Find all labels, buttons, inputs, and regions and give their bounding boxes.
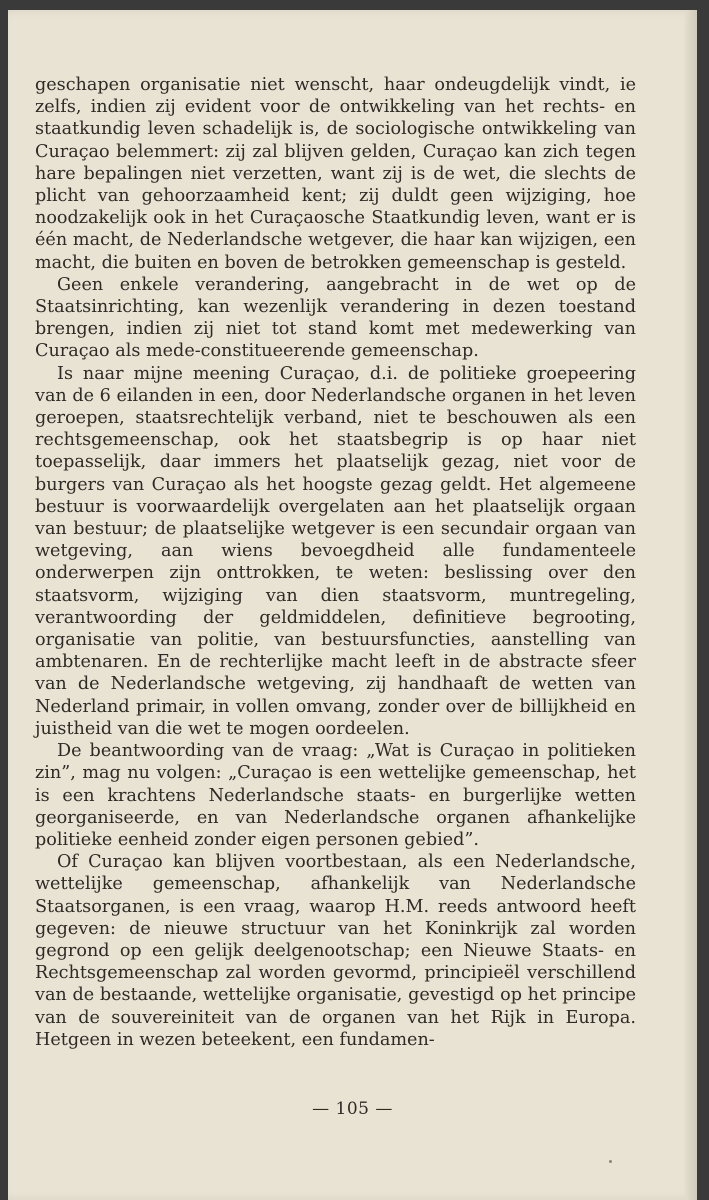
paragraph-3: Is naar mijne meening Curaçao, d.i. de politieke groepeering van de 6 eilanden in een, door Nederlandsche organen in het leven geroepen, staatsrechtelijk verband, niet te beschouwen als een rechtsgemeenschap, ook het staatsbegrip is op haar niet toepasselijk, daar immers het plaatselijk gezag, niet voor de burgers van Curaçao als het hoogste gezag geldt. Het algemeene bestuur is voorwaardelijk overgelaten aan het plaatselijk orgaan van bestuur; de plaatselijke wetgever is een secundair orgaan van wetgeving, aan wiens bevoegdheid alle fundamenteele onderwerpen zijn onttrokken, te weten: beslissing over den staatsvorm, wijziging van dien staatsvorm, muntregeling, verantwoording der geldmiddelen, definitieve begrooting, organisatie van politie, van bestuursfuncties, aanstelling van ambtenaren. En de rechterlijke macht leeft in de abstracte sfeer van de Nederlandsche wetgeving, zij handhaaft de wetten van Nederland primair, in vollen omvang, zonder over de billijkheid en juistheid van die wet te mogen oordeelen.: [35, 363, 636, 739]
page-edge-shadow: [685, 10, 697, 1200]
paragraph-2: Geen enkele verandering, aangebracht in de wet op de Staatsinrichting, kan wezenlijk verandering in dezen toestand brengen, indien zij niet tot stand komt met medewerking van Curaçao als mede-constitueerende gemeenschap.: [35, 274, 636, 362]
page-number: — 105 —: [312, 1099, 393, 1119]
paragraph-4: De beantwoording van de vraag: „Wat is Curaçao in politieken zin”, mag nu volgen: „Curaçao is een wettelijke gemeenschap, het is een krachtens Nederlandsche staats- en burgerlijke wetten georganiseerde, en van Nederlandsche organen afhankelijke politieke eenheid zonder eigen personen gebied”.: [35, 741, 636, 850]
book-page: [8, 10, 697, 1200]
paragraph-5: Of Curaçao kan blijven voortbestaan, als een Nederlandsche, wettelijke gemeenschap, afhankelijk van Nederlandsche Staatsorganen, is een vraag, waarop H.M. reeds antwoord heeft gegeven: de nieuwe structuur van het Koninkrijk zal worden gegrond op een gelijk deelgenootschap; een Nieuwe Staats- en Rechtsgemeenschap zal worden gevormd, principieël verschillend van de bestaande, wettelijke organisatie, gevestigd op het principe van de souvereiniteit van de organen van het Rijk in Europa. Hetgeen in wezen beteekent, een fundamen-: [35, 852, 636, 1050]
paragraph-1: geschapen organisatie niet wenscht, haar ondeugdelijk vindt, ie zelfs, indien zij evident voor de ontwikkeling van het rechts- en staatkundig leven schadelijk is, de sociologische ontwikkeling van Curaçao belemmert: zij zal blijven gelden, Curaçao kan zich tegen hare bepalingen niet verzetten, want zij is de wet, die slechts de plicht van gehoorzaamheid kent; zij duldt geen wijziging, hoe noodzakelijk ook in het Curaçaosche Staatkundig leven, want er is één macht, de Nederlandsche wetgever, die haar kan wijzigen, een macht, die buiten en boven de betrokken gemeenschap is gesteld.: [35, 75, 636, 273]
paper-speck: [609, 1160, 612, 1163]
body-text: [35, 74, 636, 1051]
